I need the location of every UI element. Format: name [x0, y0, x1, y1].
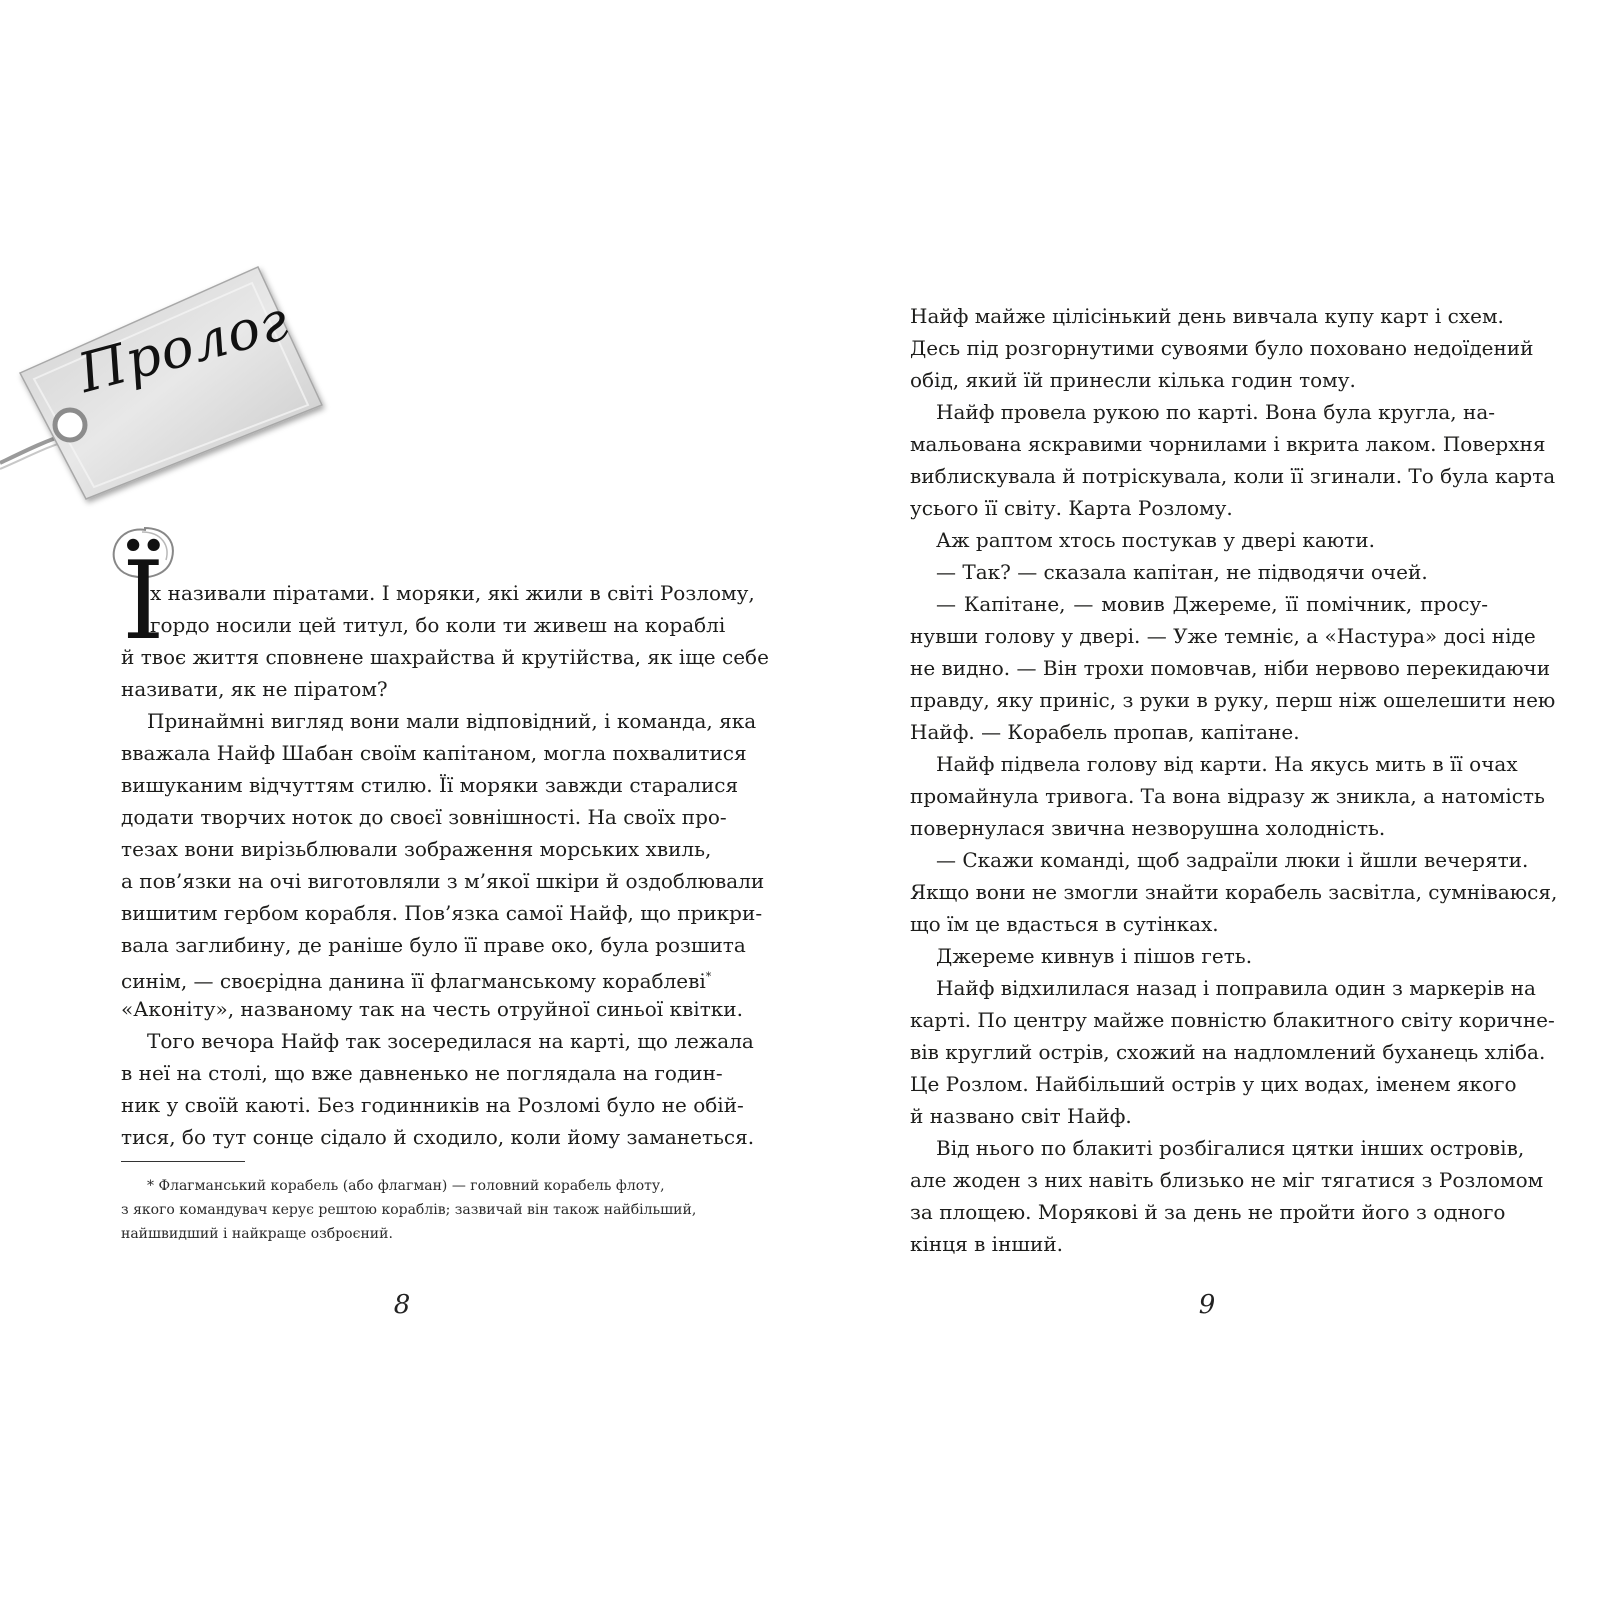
- text-line: Найф майже цілісінький день вивчала купу карт і схем.: [910, 304, 1504, 328]
- text-line: вишуканим відчуттям стилю. Її моряки завжди старалися: [121, 773, 739, 797]
- text-line: Найф підвела голову від карти. На якусь мить в її очах: [936, 752, 1518, 776]
- text-line: Принаймні вигляд вони мали відповідний, і команда, яка: [147, 709, 757, 733]
- footnote-line: найшвидший і найкраще озброєний.: [121, 1226, 393, 1242]
- text-line: Це Розлом. Найбільший острів у цих водах, іменем якого: [910, 1072, 1517, 1096]
- text-line: промайнула тривога. Та вона відразу ж зникла, а натомість: [910, 784, 1545, 808]
- text-line: — Скажи команді, щоб задраїли люки і йшли вечеряти.: [936, 848, 1529, 872]
- text-line: Десь під розгорнутими сувоями було поховано недоїдений: [910, 336, 1534, 360]
- text-line: й названо світ Найф.: [910, 1104, 1132, 1128]
- right-page: [800, 0, 1600, 1600]
- text-line: не видно. — Він трохи помовчав, ніби нервово перекидаючи: [910, 656, 1551, 680]
- page-number-left: 8: [393, 1290, 411, 1320]
- text-line: називати, як не піратом?: [121, 677, 388, 701]
- text-line-content: синім, — своєрідна данина її флагманському кораблеві: [121, 969, 706, 993]
- text-line: виблискувала й потріскувала, коли її згинали. То була карта: [910, 464, 1556, 488]
- footnote-line: * Флагманський корабель (або флагман) — головний корабель флоту,: [147, 1178, 665, 1194]
- text-line: Джереме кивнув і пішов геть.: [936, 944, 1253, 968]
- footnote-divider: [121, 1161, 245, 1162]
- text-line: за площею. Морякові й за день не пройти його з одного: [910, 1200, 1506, 1224]
- text-line: нувши голову у двері. — Уже темніє, а «Настура» досі ніде: [910, 624, 1536, 648]
- text-line: й твоє життя сповнене шахрайства й крутійства, як іще себе: [121, 645, 769, 669]
- text-line: вала заглибину, де раніше було її праве око, була розшита: [121, 933, 746, 957]
- text-line: тися, бо тут сонце сідало й сходило, коли йому заманеться.: [121, 1125, 755, 1149]
- text-line: обід, який їй принесли кілька годин тому.: [910, 368, 1356, 392]
- footnote: [121, 1174, 699, 1246]
- text-line: — Так? — сказала капітан, не підводячи очей.: [936, 560, 1428, 584]
- text-line: Найф провела рукою по карті. Вона була кругла, на-: [936, 400, 1496, 424]
- text-line: карті. По центру майже повністю блакитного світу коричне-: [910, 1008, 1555, 1032]
- text-line: в неї на столі, що вже давненько не поглядала на годин-: [121, 1061, 723, 1085]
- text-line: «Аконіту», названому так на честь отруйної синьої квітки.: [121, 997, 743, 1021]
- text-line: — Капітане, — мовив Джереме, її помічник, просу-: [936, 592, 1488, 616]
- right-body-text: [910, 300, 1558, 1260]
- chapter-tag: [0, 255, 340, 515]
- text-line: додати творчих ноток до своєї зовнішності. На своїх про-: [121, 805, 727, 829]
- text-line: Від нього по блакиті розбігалися цятки інших островів,: [936, 1136, 1525, 1160]
- left-body-text: [121, 577, 769, 1153]
- text-line: але жоден з них навіть близько не міг тягатися з Розломом: [910, 1168, 1544, 1192]
- luggage-tag-icon: [0, 255, 340, 515]
- text-line: Найф. — Корабель пропав, капітане.: [910, 720, 1300, 744]
- text-line: Найф відхилилася назад і поправила один з маркерів на: [936, 976, 1536, 1000]
- text-line: ник у своїй каюті. Без годинників на Розломі було не обій-: [121, 1093, 744, 1117]
- text-line: що їм це вдасться в сутінках.: [910, 912, 1219, 936]
- text-line: вів круглий острів, схожий на надломлений буханець хліба.: [910, 1040, 1546, 1064]
- text-line: кінця в інший.: [910, 1232, 1064, 1256]
- chapter-title: Пролог: [71, 288, 296, 405]
- text-line: гордо носили цей титул, бо коли ти живеш на кораблі: [150, 613, 726, 637]
- text-line: х називали піратами. І моряки, які жили в світі Розлому,: [150, 581, 755, 605]
- drop-cap-letter: Ї: [122, 539, 165, 664]
- text-line: Того вечора Найф так зосередилася на карті, що лежала: [147, 1029, 754, 1053]
- text-line: повернулася звична незворушна холодність.: [910, 816, 1386, 840]
- text-line: а пов’язки на очі виготовляли з м’якої шкіри й оздоблювали: [121, 869, 765, 893]
- text-line: тезах вони вирізьблювали зображення морських хвиль,: [121, 837, 712, 861]
- text-line: правду, яку приніс, з руки в руку, перш ніж ошелешити нею: [910, 688, 1556, 712]
- page-number-right: 9: [1198, 1290, 1216, 1320]
- text-line: Аж раптом хтось постукав у двері каюти.: [936, 528, 1375, 552]
- text-line: вважала Найф Шабан своїм капітаном, могла похвалитися: [121, 741, 747, 765]
- text-line: мальована яскравими чорнилами і вкрита лаком. Поверхня: [910, 432, 1546, 456]
- text-line: усього її світу. Карта Розлому.: [910, 496, 1233, 520]
- text-line: Якщо вони не змогли знайти корабель засвітла, сумніваюся,: [910, 880, 1558, 904]
- text-line: вишитим гербом корабля. Пов’язка самої Найф, що прикри-: [121, 901, 763, 925]
- text-line: [121, 961, 712, 993]
- footnote-line: з якого командувач керує рештою кораблів; зазвичай він також найбільший,: [121, 1202, 697, 1218]
- footnote-marker: *: [705, 970, 712, 983]
